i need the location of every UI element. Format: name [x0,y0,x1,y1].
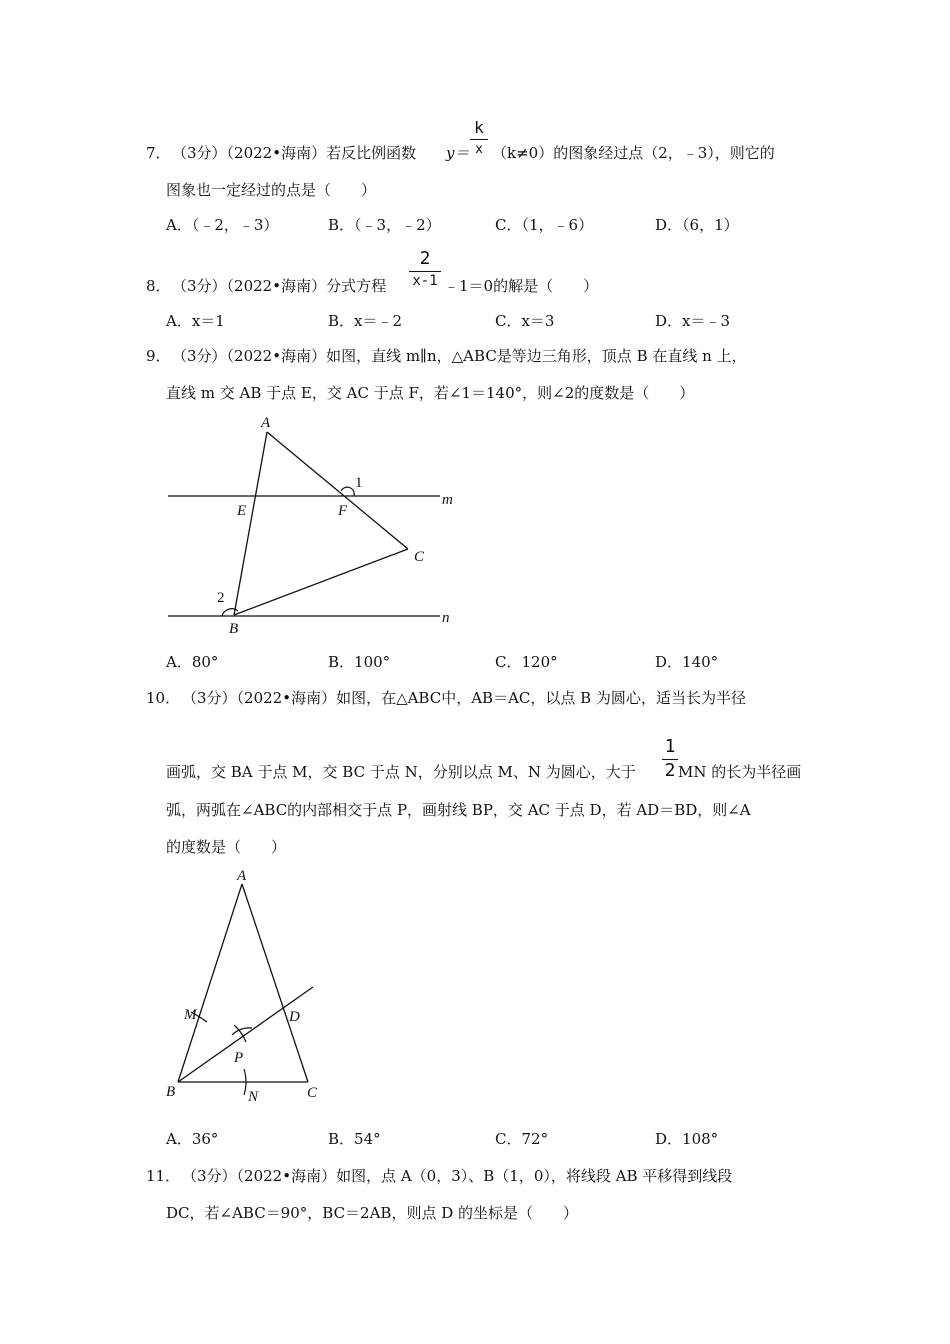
q9-label-e: E [237,503,247,519]
q10-frac-numerator: 1 [664,736,676,757]
q7-frac-denominator: x [475,142,483,157]
q10-line3: 弧，两弧在∠ABC的内部相交于点 P，画射线 BP，交 AC 于点 D，若 AD＝BD，则∠A [166,801,751,819]
q8-frac-denominator: x-1 [412,273,438,289]
q11-line1: （3分）（2022•海南）如图，点 A（0，3）、B（1，0），将线段 AB 平移得到线段 [182,1167,733,1185]
q8-option-a: A．x＝1 [166,312,225,330]
q7-frac-bar [470,139,488,140]
q11-line2: DC，若∠ABC＝90°，BC＝2AB，则点 D 的坐标是（ ） [166,1204,579,1222]
q10-line1: （3分）（2022•海南）如图，在△ABC中，AB＝AC，以点 B 为圆心，适当长为半径 [182,689,746,707]
q9-label-2: 2 [217,590,225,606]
q9-label-n: n [442,610,450,626]
q7-frac-numerator: k [474,118,484,137]
q7-option-b: B．（﹣3，﹣2） [328,216,441,234]
q11-number: 11． [146,1167,181,1185]
q7-option-a: A．（﹣2，﹣3） [166,216,279,234]
q9-label-b: B [229,621,239,637]
q10-side-ab [178,884,242,1082]
q9-label-f: F [338,503,348,519]
q10-option-a: A．36° [166,1130,219,1148]
q9-option-a: A．80° [166,653,219,671]
q7-condition: （k≠0）的图象经过点（2，﹣3），则它的 [492,144,775,162]
q10-line2a: 画弧，交 BA 于点 M，交 BC 于点 N，分别以点 M、N 为圆心，大于 [166,763,636,781]
q10-label-d: D [289,1009,300,1025]
q7-option-c: C．（1，﹣6） [495,216,594,234]
q10-label-n: N [248,1089,259,1105]
q10-option-d: D．108° [655,1130,719,1148]
q7-number: 7． [146,144,171,162]
q10-figure [160,862,330,1107]
q10-frac-denominator: 2 [664,760,676,781]
q9-line2: 直线 m 交 AB 于点 E，交 AC 于点 F，若∠1＝140°，则∠2的度数是（ ） [166,384,695,402]
q10-label-a: A [237,868,247,884]
q8-option-d: D．x＝﹣3 [655,312,731,330]
q7-line2: 图象也一定经过的点是（ ） [166,181,377,199]
q8-option-c: C．x＝3 [495,312,555,330]
q9-label-1: 1 [355,475,363,491]
q10-number: 10． [146,689,181,707]
q10-label-p: P [234,1050,244,1066]
q10-arc-p1 [234,1025,246,1042]
q8-frac-bar [409,271,441,272]
q9-label-m: m [442,492,453,508]
q7-option-d: D．（6，1） [655,216,739,234]
q10-line4: 的度数是（ ） [166,838,287,856]
q10-side-ac [242,884,308,1082]
q8-head: （3分）（2022•海南）分式方程 [172,277,387,295]
q9-side-ac [267,432,408,549]
q7-head: （3分）（2022•海南）若反比例函数 [172,144,417,162]
q7-y-equals: y＝ [446,144,470,162]
q10-option-c: C．72° [495,1130,549,1148]
q9-option-d: D．140° [655,653,719,671]
q8-frac-numerator: 2 [419,248,431,269]
q10-label-m: M [184,1007,197,1023]
q9-label-c: C [414,549,425,565]
q9-option-c: C．120° [495,653,558,671]
q10-label-c: C [307,1085,318,1101]
q9-number: 9． [146,347,171,365]
q8-tail: ﹣1＝0的解是（ ） [444,277,599,295]
q9-option-b: B．100° [328,653,391,671]
q8-number: 8． [146,277,171,295]
q8-option-b: B．x＝﹣2 [328,312,403,330]
q10-option-b: B．54° [328,1130,381,1148]
q9-figure [160,405,470,640]
q9-label-a: A [261,415,271,431]
q10-line2b: MN 的长为半径画 [678,763,802,781]
q9-side-bc [234,549,408,615]
q9-side-ab [234,432,267,615]
q9-line1: （3分）（2022•海南）如图，直线 m∥n，△ABC是等边三角形，顶点 B 在直线 n 上， [172,347,747,365]
q10-label-b: B [166,1084,176,1100]
